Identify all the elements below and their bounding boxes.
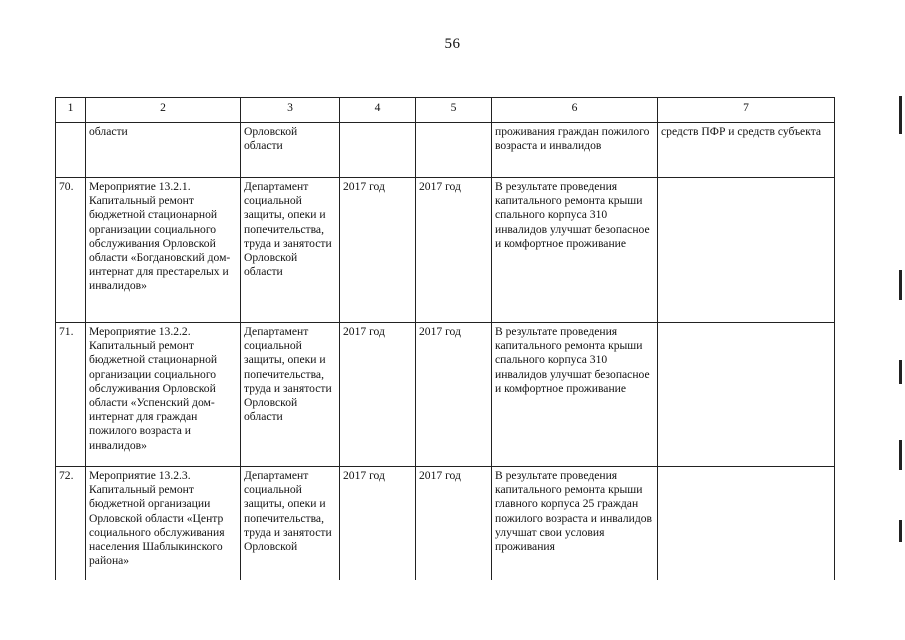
end-date-cell: 2017 год (416, 467, 492, 581)
result-cell: В результате проведения капитального ремонта крыши главного корпуса 25 граждан пожилого возраста и инвалидов улучшат свои условия проживания (492, 467, 658, 581)
start-date-cell: 2017 год (340, 323, 416, 467)
column-number-row (56, 98, 835, 123)
column-number-cell: 2 (86, 98, 241, 123)
measure-cell: Мероприятие 13.2.1. Капитальный ремонт бюджетной стационарной организации социального обслуживания Орловской области «Богдановский дом-интернат для престарелых и инвалидов» (86, 178, 241, 323)
result-cell: В результате проведения капитального ремонта крыши спального корпуса 310 инвалидов улучшат безопасное и комфортное проживание (492, 178, 658, 323)
end-date-cell (416, 123, 492, 178)
executor-cell: Департамент социальной защиты, опеки и попечительства, труда и занятости Орловской области (241, 323, 340, 467)
start-date-cell (340, 123, 416, 178)
measure-cell: Мероприятие 13.2.3. Капитальный ремонт бюджетной организации Орловской области «Центр социального обслуживания населения Шаблыкинского района» (86, 467, 241, 581)
start-date-cell: 2017 год (340, 467, 416, 581)
start-date-cell: 2017 год (340, 178, 416, 323)
row-number-cell: 72. (56, 467, 86, 581)
measure-cell: области (86, 123, 241, 178)
executor-cell: Департамент социальной защиты, опеки и попечительства, труда и занятости Орловской области (241, 178, 340, 323)
end-date-cell: 2017 год (416, 323, 492, 467)
result-cell: проживания граждан пожилого возраста и инвалидов (492, 123, 658, 178)
scan-edge-mark (899, 440, 902, 470)
scan-edge-mark (899, 270, 902, 300)
row-number-cell: 71. (56, 323, 86, 467)
executor-cell: Департамент социальной защиты, опеки и попечительства, труда и занятости Орловской (241, 467, 340, 581)
table-row (56, 467, 835, 581)
note-cell: средств ПФР и средств субъекта (658, 123, 835, 178)
column-number-cell: 6 (492, 98, 658, 123)
table-row-continuation (56, 123, 835, 178)
column-number-cell: 3 (241, 98, 340, 123)
column-number-cell: 4 (340, 98, 416, 123)
column-number-cell: 5 (416, 98, 492, 123)
table-row (56, 323, 835, 467)
scan-edge-mark (899, 360, 902, 384)
executor-cell: Орловской области (241, 123, 340, 178)
end-date-cell: 2017 год (416, 178, 492, 323)
column-number-cell: 7 (658, 98, 835, 123)
note-cell (658, 323, 835, 467)
page-number: 56 (444, 36, 461, 52)
note-cell (658, 178, 835, 323)
column-number-cell: 1 (56, 98, 86, 123)
note-cell (658, 467, 835, 581)
result-cell: В результате проведения капитального ремонта крыши спального корпуса 310 инвалидов улучшат безопасное и комфортное проживание (492, 323, 658, 467)
measure-cell: Мероприятие 13.2.2. Капитальный ремонт бюджетной стационарной организации социального обслуживания Орловской области «Успенский дом-интернат для граждан пожилого возраста и инвалидов» (86, 323, 241, 467)
measures-table (55, 97, 835, 580)
scan-edge-mark (899, 96, 902, 134)
row-number-cell (56, 123, 86, 178)
table-row (56, 178, 835, 323)
row-number-cell: 70. (56, 178, 86, 323)
scan-edge-mark (899, 520, 902, 542)
